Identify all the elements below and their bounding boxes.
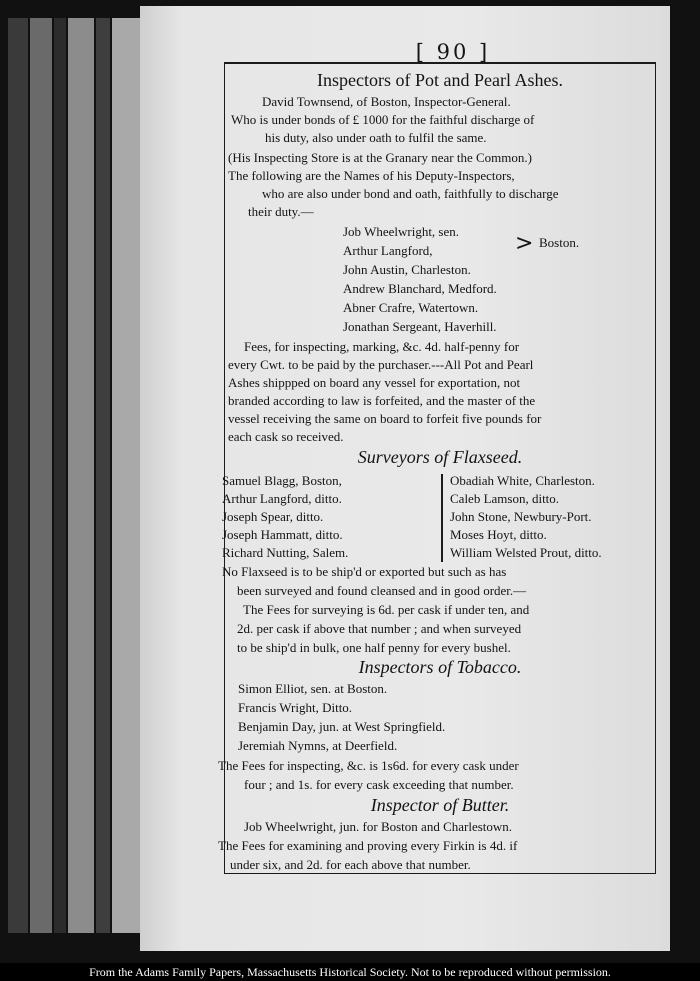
page-edge — [68, 18, 94, 933]
fee-text-line: every Cwt. to be paid by the purchaser.---All Pot and Pearl — [228, 357, 534, 372]
tobacco-inspector-name: Benjamin Day, jun. at West Springfield. — [238, 719, 446, 734]
surveyor-name: Moses Hoyt, ditto. — [450, 527, 547, 542]
surveyor-name: Caleb Lamson, ditto. — [450, 491, 560, 506]
section-heading-butter: Inspector of Butter. — [370, 795, 510, 815]
page-edge — [30, 18, 52, 933]
page-number: [ 90 ] — [415, 40, 491, 64]
flaxseed-note-line: The Fees for surveying is 6d. per cask if under ten, and — [243, 602, 530, 617]
page-edge — [112, 18, 140, 933]
fee-text-line: Fees, for inspecting, marking, &c. 4d. half-penny for — [244, 339, 520, 354]
column-divider — [441, 474, 443, 562]
fee-text-line: branded according to law is forfeited, and the master of the — [228, 393, 536, 408]
text-line: Who is under bonds of £ 1000 for the faithful discharge of — [231, 112, 535, 127]
butter-text-line: The Fees for examining and proving every Firkin is 4d. if — [218, 838, 518, 853]
text-line: his duty, also under oath to fulfil the same. — [265, 130, 487, 145]
page-edge — [96, 18, 110, 933]
surveyor-name: Joseph Hammatt, ditto. — [222, 527, 343, 542]
flaxseed-note-line: to be ship'd in bulk, one half penny for every bushel. — [237, 640, 511, 655]
surveyor-name: Joseph Spear, ditto. — [222, 509, 324, 524]
fee-text-line: each cask so received. — [228, 429, 344, 444]
butter-text-line: under six, and 2d. for each above that number. — [230, 857, 471, 872]
surveyor-name: Arthur Langford, ditto. — [222, 491, 342, 506]
tobacco-inspector-name: Simon Elliot, sen. at Boston. — [238, 681, 388, 696]
flaxseed-note-line: No Flaxseed is to be ship'd or exported but such as has — [222, 564, 507, 579]
tobacco-inspector-name: Jeremiah Nymns, at Deerfield. — [238, 738, 398, 753]
surveyor-name: Richard Nutting, Salem. — [222, 545, 349, 560]
flaxseed-note-line: been surveyed and found cleansed and in good order.— — [237, 583, 527, 598]
fee-text-line: Ashes shippped on board any vessel for exportation, not — [228, 375, 521, 390]
brace-symbol: > — [515, 231, 534, 256]
text-line: The following are the Names of his Deputy-Inspectors, — [228, 168, 515, 183]
flaxseed-note-line: 2d. per cask if above that number ; and when surveyed — [237, 621, 522, 636]
text-line: who are also under bond and oath, faithfully to discharge — [262, 186, 559, 201]
text-line: David Townsend, of Boston, Inspector-General. — [262, 94, 511, 109]
surveyor-name: John Stone, Newbury-Port. — [450, 509, 592, 524]
brace-place: Boston. — [539, 235, 580, 250]
butter-text-line: Job Wheelwright, jun. for Boston and Charlestown. — [244, 819, 513, 834]
surveyor-name: Obadiah White, Charleston. — [450, 473, 595, 488]
page-edge — [54, 18, 66, 933]
fee-text-line: vessel receiving the same on board to forfeit five pounds for — [228, 411, 542, 426]
deputy-name: Arthur Langford, — [343, 243, 433, 258]
deputy-name: Abner Crafre, Watertown. — [343, 300, 479, 315]
section-heading-pot-pearl: Inspectors of Pot and Pearl Ashes. — [317, 70, 563, 90]
tobacco-fee-line: four ; and 1s. for every cask exceeding that number. — [244, 777, 514, 792]
page-edge — [8, 18, 28, 933]
deputy-name: Andrew Blanchard, Medford. — [343, 281, 497, 296]
deputy-name: Jonathan Sergeant, Haverhill. — [343, 319, 497, 334]
tobacco-inspector-name: Francis Wright, Ditto. — [238, 700, 353, 715]
tobacco-fee-line: The Fees for inspecting, &c. is 1s6d. for every cask under — [218, 758, 519, 773]
section-heading-flaxseed: Surveyors of Flaxseed. — [357, 447, 523, 467]
surveyor-name: William Welsted Prout, ditto. — [450, 545, 602, 560]
section-heading-tobacco: Inspectors of Tobacco. — [358, 657, 522, 677]
deputy-name: Job Wheelwright, sen. — [343, 224, 460, 239]
text-line: their duty.— — [248, 204, 314, 219]
deputy-name: John Austin, Charleston. — [343, 262, 471, 277]
text-line: (His Inspecting Store is at the Granary near the Common.) — [228, 150, 532, 165]
surveyor-name: Samuel Blagg, Boston, — [222, 473, 342, 488]
copyright-footer: From the Adams Family Papers, Massachusetts Historical Society. Not to be reproduced without permission. — [0, 963, 700, 981]
